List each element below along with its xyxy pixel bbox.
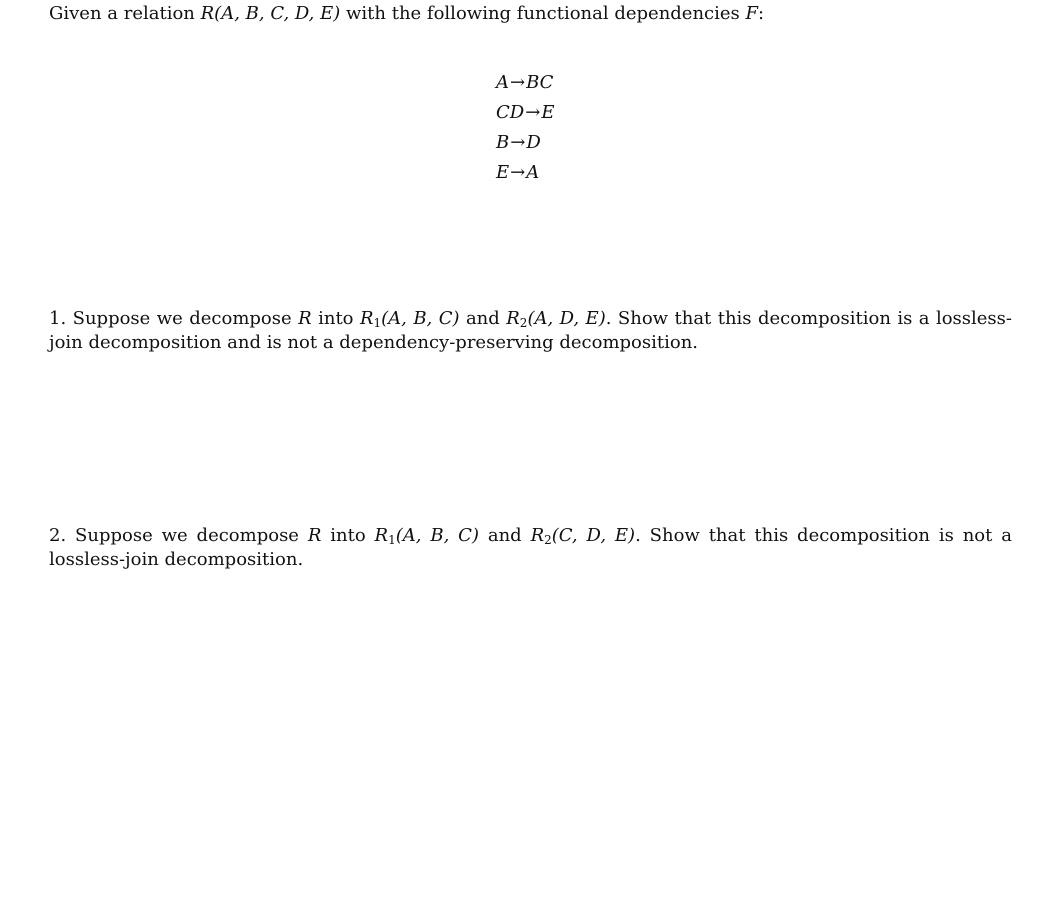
sub-relation-index: 2: [544, 533, 552, 547]
sub-relation-index: 2: [519, 316, 528, 330]
question-text: into: [311, 308, 360, 329]
intro-middle: with the following functional dependencies: [340, 3, 746, 24]
fd-lhs: B: [496, 132, 510, 153]
sub-relation-2: [506, 308, 606, 329]
question-text: Suppose we decompose: [66, 308, 299, 329]
intro-suffix: :: [758, 3, 765, 24]
sub-relation-index: 1: [373, 316, 382, 330]
sub-relation-name: R: [359, 308, 374, 329]
sub-relation-index: 1: [388, 533, 396, 547]
question-number: 2.: [49, 525, 67, 546]
question-text: and: [478, 525, 531, 546]
sub-relation-name: R: [506, 308, 520, 329]
fd-arrow: →: [525, 102, 541, 123]
fd-rhs: E: [541, 102, 555, 123]
fd-rhs: BC: [526, 72, 554, 93]
functional-dependencies: [496, 68, 554, 188]
question-text: and: [459, 308, 507, 329]
relation-name: R: [298, 308, 312, 329]
intro-prefix: Given a relation: [49, 3, 201, 24]
sub-relation-1: [375, 525, 479, 546]
relation-name: R: [307, 525, 322, 546]
question-text: . Show that this decomposition is not a lossless-join decomposition.: [49, 525, 1012, 570]
sub-relation-attrs: (A, B, C): [381, 308, 460, 329]
fd-arrow: →: [510, 132, 526, 153]
fd-row: [496, 98, 554, 128]
fd-lhs: A: [496, 72, 509, 93]
sub-relation-2: [531, 525, 636, 546]
fd-lhs: CD: [496, 102, 525, 123]
fd-set-name: F: [745, 3, 758, 24]
fd-arrow: →: [510, 72, 526, 93]
question-text: into: [321, 525, 375, 546]
fd-row: [496, 68, 554, 98]
intro-paragraph: [49, 2, 1012, 26]
sub-relation-attrs: (C, D, E): [551, 525, 636, 546]
sub-relation-1: [360, 308, 460, 329]
question-text: Suppose we decompose: [66, 525, 308, 546]
fd-arrow: →: [510, 162, 526, 183]
fd-row: [496, 128, 554, 158]
fd-rhs: A: [526, 162, 540, 183]
question-1: [49, 307, 1012, 355]
question-text: . Show that this decomposition is a lossless-join decomposition and is not a dependency-preserving decomposition.: [49, 308, 1012, 353]
sub-relation-name: R: [530, 525, 545, 546]
fd-row: [496, 158, 554, 188]
sub-relation-attrs: (A, D, E): [527, 308, 606, 329]
fd-rhs: D: [526, 132, 541, 153]
sub-relation-attrs: (A, B, C): [395, 525, 479, 546]
relation-schema: R(A, B, C, D, E): [200, 3, 341, 24]
question-number: 1.: [49, 308, 67, 329]
sub-relation-name: R: [374, 525, 389, 546]
question-2: [49, 524, 1012, 572]
fd-lhs: E: [496, 162, 510, 183]
